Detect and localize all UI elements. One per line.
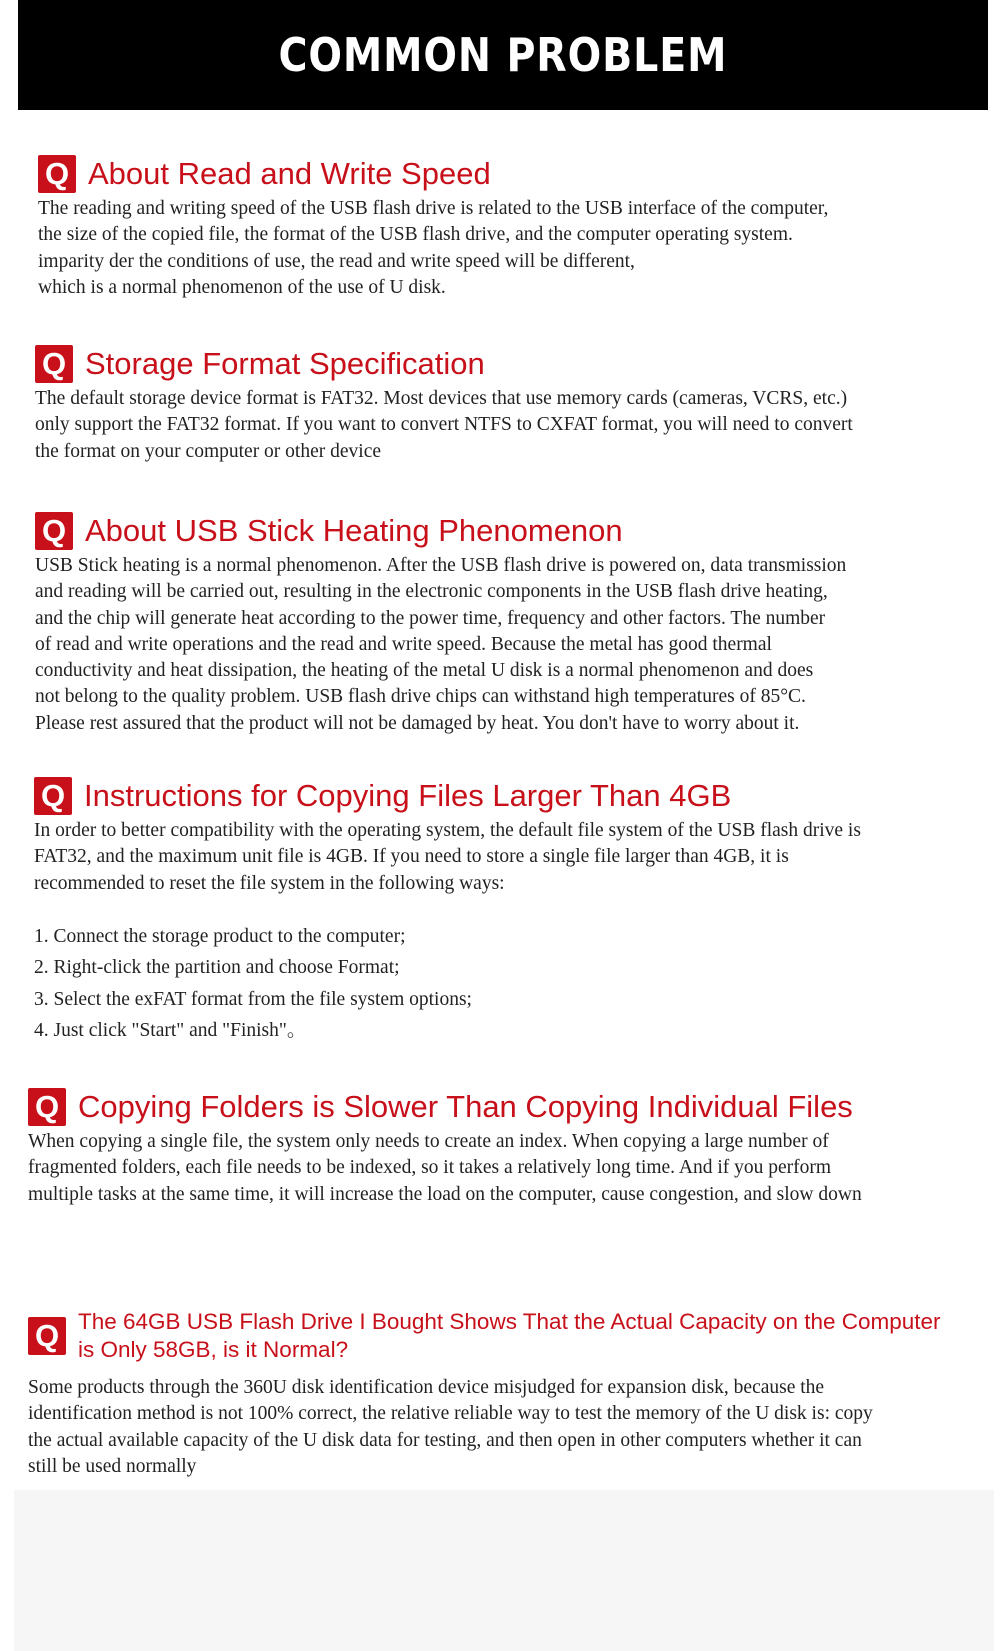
faq-section-heating [35,510,995,737]
step-item: 4. Just click "Start" and "Finish"。 [34,1020,307,1042]
faq-question-title: About Read and Write Speed [88,156,491,191]
header-banner [18,0,988,110]
faq-answer-text: In order to better compatibility with the operating system, the default file system of the USB flash drive is FAT32, and the maximum unit file is 4GB. If you need to store a single file larger than 4GB, it is recommended to reset the file system in the following ways: [34,820,861,894]
step-item: 3. Select the exFAT format from the file system options; [34,988,472,1010]
faq-question-title: Copying Folders is Slower Than Copying Individual Files [78,1089,853,1124]
step-list [34,921,994,1047]
faq-question-title: Storage Format Specification [85,346,485,381]
faq-section-large-files [34,775,994,1047]
faq-question-row [28,1086,988,1128]
faq-question-title: The 64GB USB Flash Drive I Bought Shows That the Actual Capacity on the Computer is Only 58GB, is it Normal? [78,1309,941,1362]
q-icon: Q [28,1317,66,1355]
faq-section-storage-format [35,343,995,465]
faq-section-read-write-speed [38,153,998,301]
q-icon: Q [28,1088,66,1126]
faq-question-row [35,343,995,385]
faq-answer-text: The reading and writing speed of the USB flash drive is related to the USB interface of the computer, the size of the copied file, the format of the USB flash drive, and the computer operating system. imparity der the conditions of use, the read and write speed will be different, which is a normal phenomenon of the use of U disk. [38,198,829,298]
q-icon: Q [35,512,73,550]
faq-question-row [28,1305,988,1367]
faq-section-copy-folders [28,1086,988,1208]
faq-answer-text: Some products through the 360U disk identification device misjudged for expansion disk, because the identification method is not 100% correct, the relative reliable way to test the memory of the U disk is: copy the actual available capacity of the U disk data for testing, and then open in other computers whether it can still be used normally [28,1377,873,1477]
faq-question-row [34,775,994,817]
faq-question-title: About USB Stick Heating Phenomenon [85,513,623,548]
faq-answer-text: When copying a single file, the system only needs to create an index. When copying a large number of fragmented folders, each file needs to be indexed, so it takes a relatively long time. And if you perform multiple tasks at the same time, it will increase the load on the computer, cause congestion, and slow down [28,1131,862,1205]
step-item: 2. Right-click the partition and choose Format; [34,957,400,979]
faq-question-title: Instructions for Copying Files Larger Than 4GB [84,778,732,813]
faq-question-row [38,153,998,195]
q-icon: Q [38,155,76,193]
footer-panel [14,1490,994,1651]
faq-answer-text: The default storage device format is FAT32. Most devices that use memory cards (cameras, VCRS, etc.) only support the FAT32 format. If you want to convert NTFS to CXFAT format, you will need to convert the format on your computer or other device [35,388,853,462]
faq-question-row [35,510,995,552]
q-icon: Q [35,345,73,383]
step-item: 1. Connect the storage product to the computer; [34,925,406,947]
page-title: COMMON PROBLEM [278,28,728,82]
q-icon: Q [34,777,72,815]
faq-answer-text: USB Stick heating is a normal phenomenon. After the USB flash drive is powered on, data transmission and reading will be carried out, resulting in the electronic components in the USB flash drive heating, and the chip will generate heat according to the power time, frequency and other factors. The number of read and write operations and the read and write speed. Because the metal has good thermal conductivity and heat dissipation, the heating of the metal U disk is a normal phenomenon and does not belong to the quality problem. USB flash drive chips can withstand high temperatures of 85°C. Please rest assured that the product will not be damaged by heat. You don't have to worry about it. [35,555,847,734]
faq-section-capacity [28,1305,988,1480]
